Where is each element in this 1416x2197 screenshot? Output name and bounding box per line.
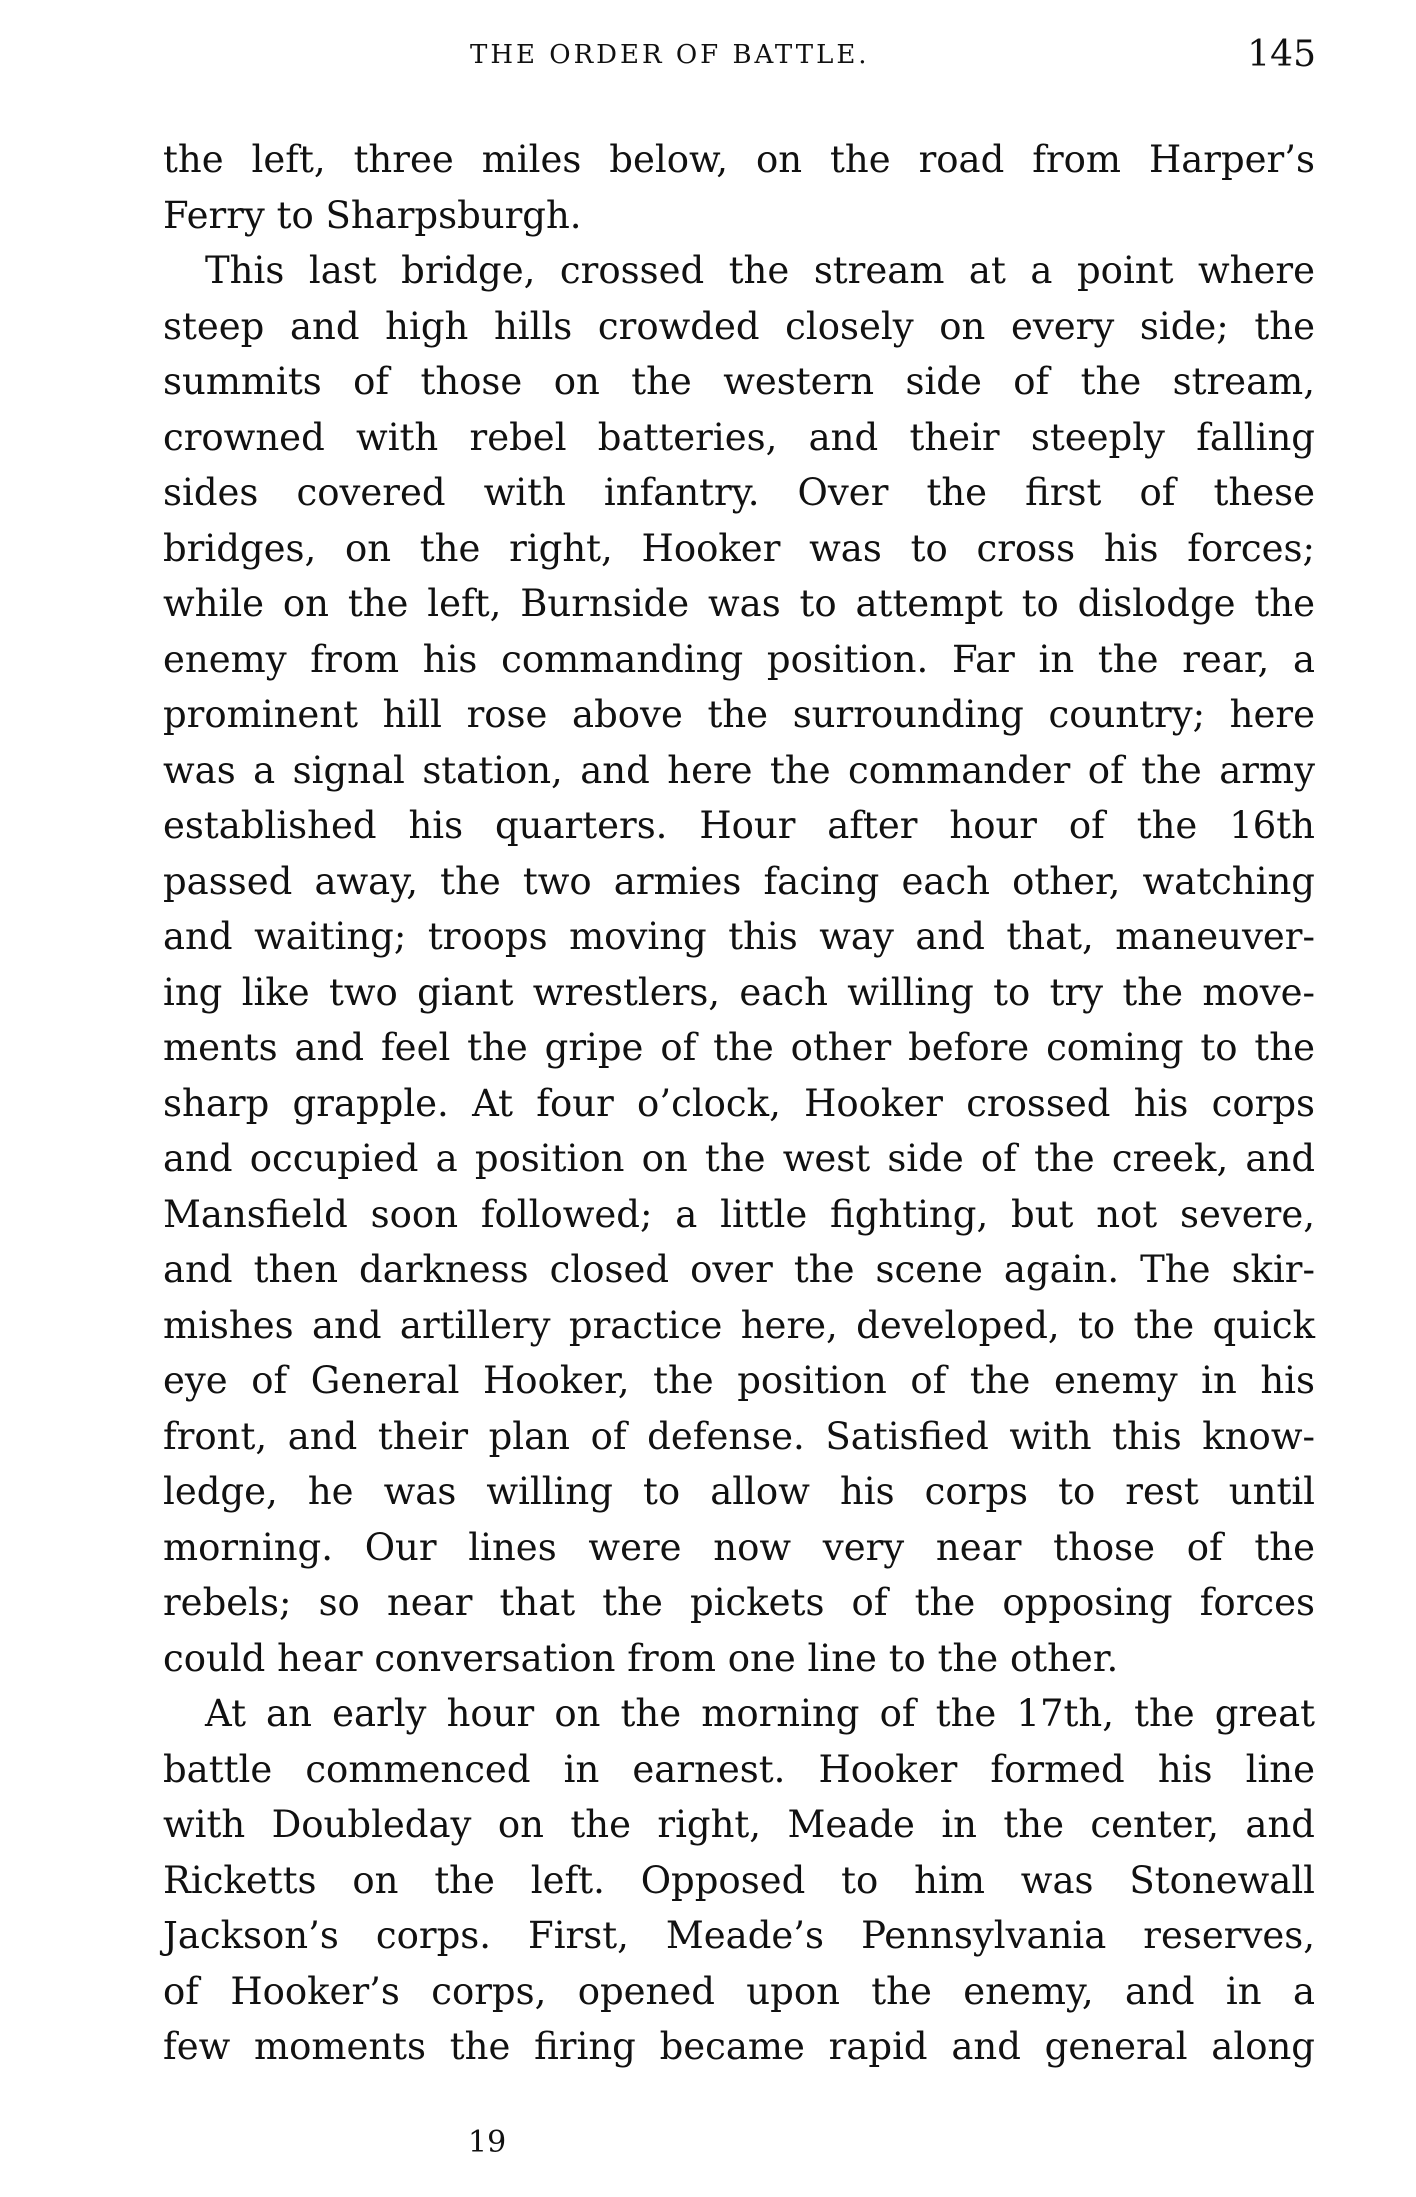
- text-line: Ferry to Sharpsburgh.: [163, 193, 582, 237]
- text-line: prominent hill rose above the surrounding country; here: [163, 693, 1315, 736]
- text-line: Jackson’s corps. First, Meade’s Pennsylvania reserves,: [163, 1914, 1315, 1957]
- text-line: steep and high hills crowded closely on every side; the: [163, 304, 1315, 348]
- text-line: Mansfield soon followed; a little fighting, but not severe,: [163, 1192, 1315, 1236]
- page-number: 145: [1247, 34, 1316, 75]
- signature-mark: 19: [468, 2125, 507, 2160]
- text-line: could hear conversation from one line to the other.: [163, 1636, 1119, 1680]
- text-line: summits of those on the western side of the stream,: [163, 360, 1315, 403]
- text-line: was a signal station, and here the commander of the army: [163, 748, 1315, 792]
- text-line: This last bridge, crossed the stream at a point where: [205, 249, 1315, 292]
- running-head: [0, 34, 1416, 100]
- running-title: THE ORDER OF BATTLE.: [470, 40, 870, 70]
- text-line: Ricketts on the left. Opposed to him was Stonewall: [163, 1858, 1315, 1902]
- text-line: the left, three miles below, on the road from Harper’s: [163, 138, 1315, 181]
- text-line: crowned with rebel batteries, and their steeply falling: [163, 415, 1315, 459]
- text-line: and then darkness closed over the scene again. The skir-: [163, 1248, 1315, 1291]
- body-text: [163, 132, 1315, 2075]
- text-line: ments and feel the gripe of the other before coming to the: [163, 1026, 1315, 1069]
- text-line: At an early hour on the morning of the 17th, the great: [205, 1692, 1315, 1735]
- text-line: established his quarters. Hour after hour of the 16th: [163, 804, 1315, 847]
- text-line: front, and their plan of defense. Satisfied with this know-: [163, 1414, 1315, 1458]
- text-line: enemy from his commanding position. Far in the rear, a: [163, 637, 1315, 681]
- text-line: with Doubleday on the right, Meade in the center, and: [163, 1803, 1315, 1846]
- text-line: bridges, on the right, Hooker was to cross his forces;: [163, 526, 1315, 570]
- text-line: of Hooker’s corps, opened upon the enemy, and in a: [163, 1969, 1315, 2013]
- text-line: rebels; so near that the pickets of the opposing forces: [163, 1581, 1315, 1624]
- text-line: while on the left, Burnside was to attempt to dislodge the: [163, 582, 1315, 625]
- text-line: sides covered with infantry. Over the first of these: [163, 471, 1315, 514]
- text-line: eye of General Hooker, the position of the enemy in his: [163, 1359, 1315, 1402]
- text-line: sharp grapple. At four o’clock, Hooker crossed his corps: [163, 1081, 1315, 1125]
- text-line: few moments the firing became rapid and general along: [163, 2025, 1315, 2068]
- text-line: mishes and artillery practice here, developed, to the quick: [163, 1303, 1315, 1347]
- text-line: battle commenced in earnest. Hooker formed his line: [163, 1747, 1315, 1791]
- text-line: passed away, the two armies facing each other, watching: [163, 859, 1315, 903]
- text-line: and occupied a position on the west side of the creek, and: [163, 1137, 1315, 1180]
- text-line: morning. Our lines were now very near those of the: [163, 1525, 1315, 1569]
- text-line: ledge, he was willing to allow his corps to rest until: [163, 1470, 1315, 1513]
- text-line: ing like two giant wrestlers, each willing to try the move-: [163, 970, 1315, 1014]
- text-line: and waiting; troops moving this way and that, maneuver-: [163, 915, 1315, 958]
